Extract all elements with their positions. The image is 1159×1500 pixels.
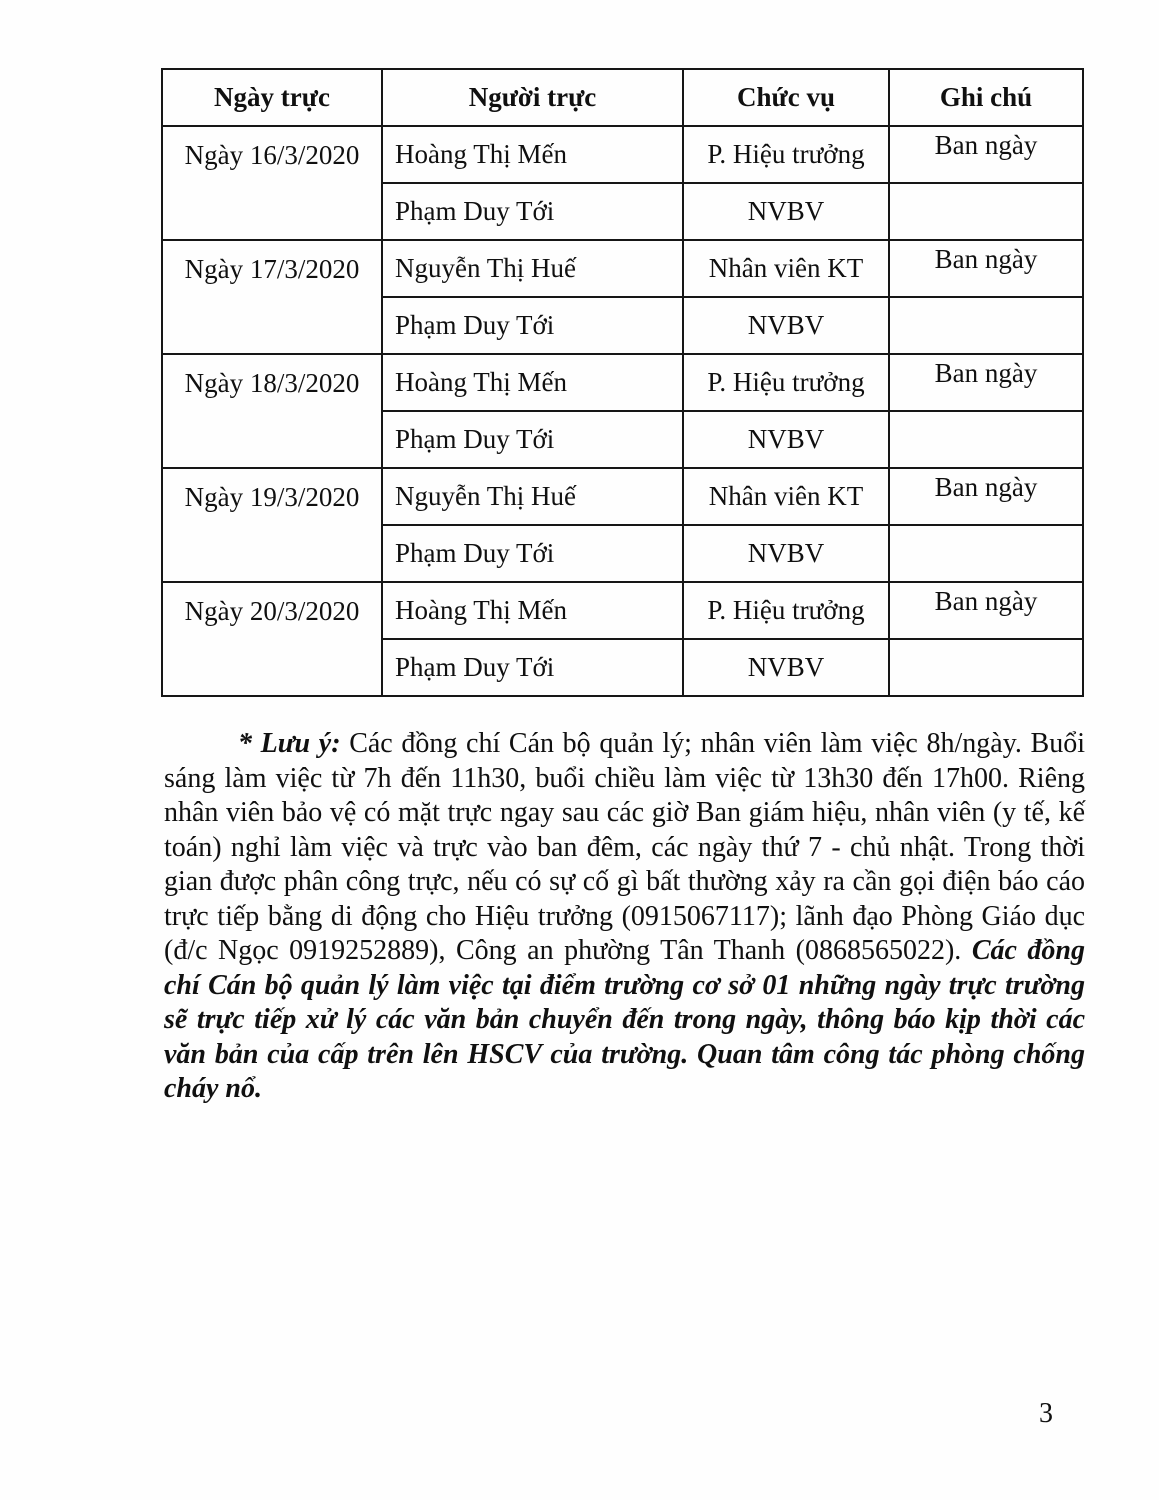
role-cell: NVBV xyxy=(683,297,889,354)
note-body-emphasis: Các đồng chí Cán bộ quản lý làm việc tại điểm trường cơ sở 01 những ngày trực trường sẽ trực tiếp xử lý các văn bản chuyển đến trong ngày, thông báo kịp thời các văn bản của cấp trên lên HSCV của trường. Quan tâm công tác phòng chống cháy nổ. xyxy=(164,935,1085,1104)
person-cell: Phạm Duy Tới xyxy=(382,411,683,468)
person-cell: Nguyễn Thị Huế xyxy=(382,240,683,297)
remark-cell xyxy=(889,183,1083,240)
table-row xyxy=(162,468,1083,525)
date-cell: Ngày 18/3/2020 xyxy=(162,354,382,468)
column-header-role: Chức vụ xyxy=(683,69,889,126)
person-cell: Phạm Duy Tới xyxy=(382,183,683,240)
table-row xyxy=(162,240,1083,297)
table-row xyxy=(162,354,1083,411)
person-cell: Phạm Duy Tới xyxy=(382,297,683,354)
table-row xyxy=(162,126,1083,183)
page-number: 3 xyxy=(1039,1398,1053,1429)
date-cell: Ngày 20/3/2020 xyxy=(162,582,382,696)
person-cell: Hoàng Thị Mến xyxy=(382,126,683,183)
role-cell: NVBV xyxy=(683,639,889,696)
note-paragraph xyxy=(164,727,1085,1107)
date-cell: Ngày 17/3/2020 xyxy=(162,240,382,354)
remark-cell xyxy=(889,525,1083,582)
person-cell: Hoàng Thị Mến xyxy=(382,354,683,411)
table-row xyxy=(162,582,1083,639)
column-header-remark: Ghi chú xyxy=(889,69,1083,126)
remark-cell xyxy=(889,297,1083,354)
role-cell: Nhân viên KT xyxy=(683,240,889,297)
remark-cell: Ban ngày xyxy=(889,582,1083,639)
role-cell: NVBV xyxy=(683,183,889,240)
person-cell: Phạm Duy Tới xyxy=(382,639,683,696)
remark-cell: Ban ngày xyxy=(889,126,1083,183)
role-cell: Nhân viên KT xyxy=(683,468,889,525)
note-body-regular: Các đồng chí Cán bộ quản lý; nhân viên làm việc 8h/ngày. Buổi sáng làm việc từ 7h đến 11h30, buổi chiều làm việc từ 13h30 đến 17h00. Riêng nhân viên bảo vệ có mặt trực ngay sau các giờ Ban giám hiệu, nhân viên (y tế, kế toán) nghỉ làm việc và trực vào ban đêm, các ngày thứ 7 - chủ nhật. Trong thời gian được phân công trực, nếu có sự cố gì bất thường xảy ra cần gọi điện báo cáo trực tiếp bằng di động cho Hiệu trưởng (0915067117); lãnh đạo Phòng Giáo dục (đ/c Ngọc 0919252889), Công an phường Tân Thanh (0868565022). xyxy=(164,728,1086,966)
person-cell: Phạm Duy Tới xyxy=(382,525,683,582)
table-header-row xyxy=(162,69,1083,126)
role-cell: P. Hiệu trưởng xyxy=(683,582,889,639)
duty-schedule-table xyxy=(161,68,1084,697)
role-cell: P. Hiệu trưởng xyxy=(683,126,889,183)
date-cell: Ngày 19/3/2020 xyxy=(162,468,382,582)
note-label: * Lưu ý: xyxy=(238,728,341,759)
column-header-date: Ngày trực xyxy=(162,69,382,126)
column-header-person: Người trực xyxy=(382,69,683,126)
role-cell: P. Hiệu trưởng xyxy=(683,354,889,411)
role-cell: NVBV xyxy=(683,411,889,468)
remark-cell: Ban ngày xyxy=(889,354,1083,411)
remark-cell xyxy=(889,639,1083,696)
person-cell: Nguyễn Thị Huế xyxy=(382,468,683,525)
remark-cell: Ban ngày xyxy=(889,468,1083,525)
remark-cell: Ban ngày xyxy=(889,240,1083,297)
person-cell: Hoàng Thị Mến xyxy=(382,582,683,639)
remark-cell xyxy=(889,411,1083,468)
date-cell: Ngày 16/3/2020 xyxy=(162,126,382,240)
role-cell: NVBV xyxy=(683,525,889,582)
